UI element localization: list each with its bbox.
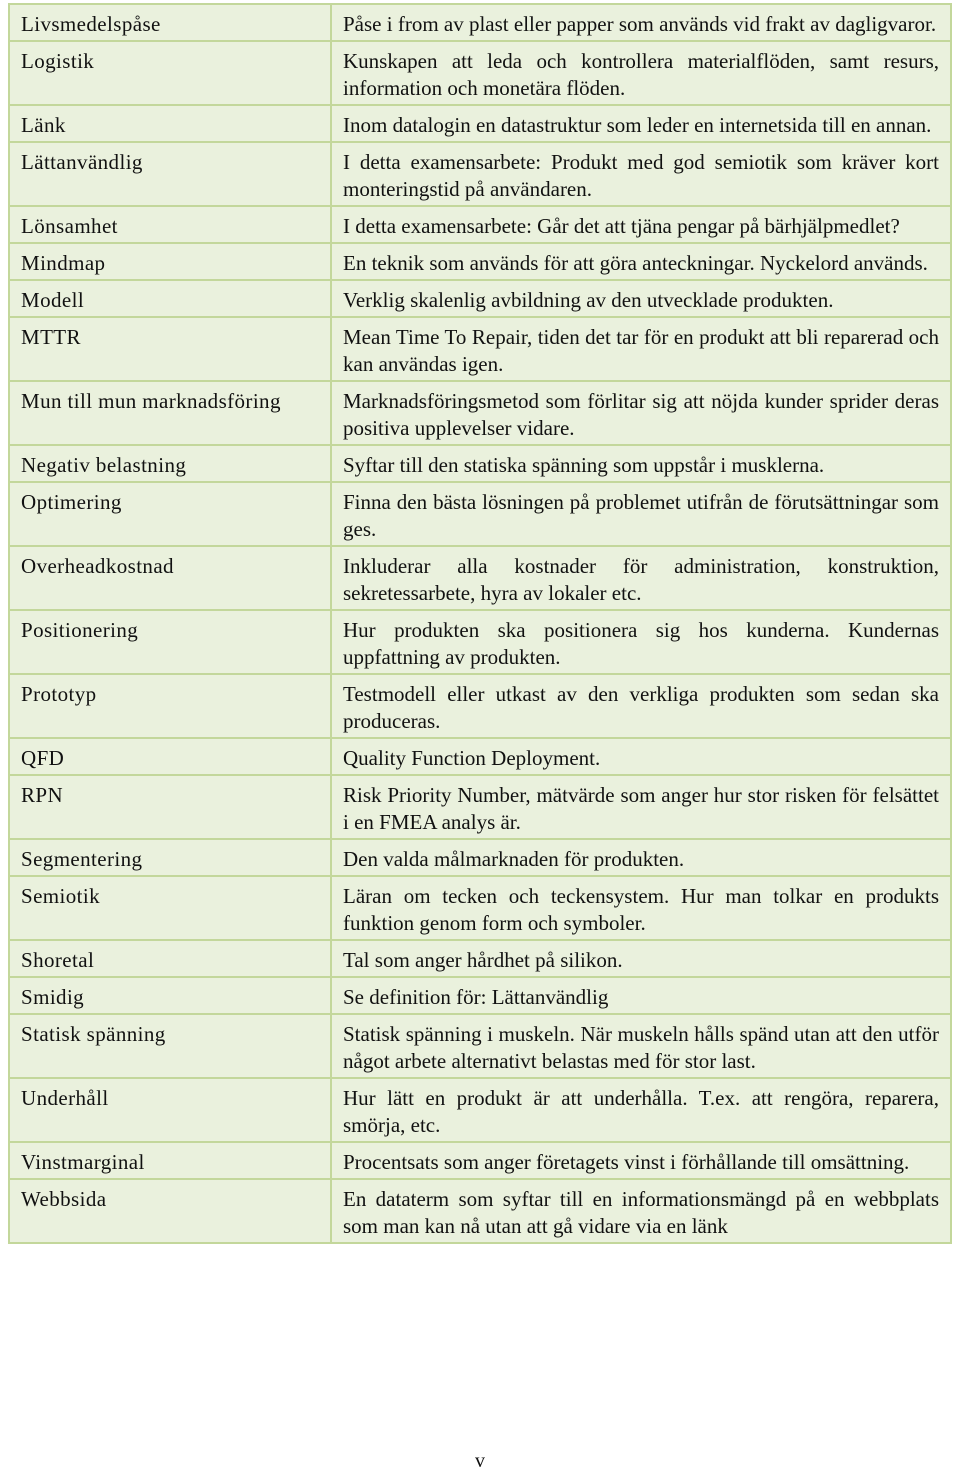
glossary-definition: Procentsats som anger företagets vinst i förhållande till omsättning.: [331, 1142, 951, 1179]
glossary-row: [9, 41, 951, 105]
glossary-definition: Mean Time To Repair, tiden det tar för en produkt att bli reparerad och kan användas igen.: [331, 317, 951, 381]
glossary-definition: Hur produkten ska positionera sig hos kunderna. Kundernas uppfattning av produkten.: [331, 610, 951, 674]
glossary-definition: Den valda målmarknaden för produkten.: [331, 839, 951, 876]
glossary-definition: Se definition för: Lättanvändlig: [331, 977, 951, 1014]
glossary-definition: Marknadsföringsmetod som förlitar sig att nöjda kunder sprider deras positiva upplevelser vidare.: [331, 381, 951, 445]
glossary-definition: Kunskapen att leda och kontrollera materialflöden, samt resurs, information och monetära flöden.: [331, 41, 951, 105]
glossary-row: [9, 1014, 951, 1078]
glossary-definition: Läran om tecken och teckensystem. Hur man tolkar en produkts funktion genom form och symboler.: [331, 876, 951, 940]
glossary-term: Länk: [9, 105, 331, 142]
glossary-term: Lönsamhet: [9, 206, 331, 243]
glossary-term: Segmentering: [9, 839, 331, 876]
glossary-term: Webbsida: [9, 1179, 331, 1243]
glossary-row: [9, 940, 951, 977]
glossary-row: [9, 4, 951, 41]
glossary-row: [9, 1078, 951, 1142]
glossary-term: Lättanvändlig: [9, 142, 331, 206]
glossary-term: Optimering: [9, 482, 331, 546]
glossary-definition: Inom datalogin en datastruktur som leder en internetsida till en annan.: [331, 105, 951, 142]
glossary-row: [9, 738, 951, 775]
glossary-row: [9, 977, 951, 1014]
glossary-row: [9, 876, 951, 940]
glossary-definition: Quality Function Deployment.: [331, 738, 951, 775]
page-number: v: [475, 1450, 485, 1472]
glossary-definition: Risk Priority Number, mätvärde som anger hur stor risken för felsättet i en FMEA analys är.: [331, 775, 951, 839]
glossary-definition: Statisk spänning i muskeln. När muskeln hålls spänd utan att den utför något arbete alternativt belastas med för stor last.: [331, 1014, 951, 1078]
glossary-table: [8, 3, 952, 1244]
glossary-term: Statisk spänning: [9, 1014, 331, 1078]
glossary-term: Mindmap: [9, 243, 331, 280]
glossary-term: Semiotik: [9, 876, 331, 940]
glossary-definition: I detta examensarbete: Produkt med god semiotik som kräver kort monteringstid på användaren.: [331, 142, 951, 206]
glossary-definition: Testmodell eller utkast av den verkliga produkten som sedan ska produceras.: [331, 674, 951, 738]
glossary-row: [9, 1142, 951, 1179]
glossary-row: [9, 142, 951, 206]
glossary-definition: En teknik som används för att göra anteckningar. Nyckelord används.: [331, 243, 951, 280]
glossary-term: Positionering: [9, 610, 331, 674]
glossary-term: Underhåll: [9, 1078, 331, 1142]
glossary-term: QFD: [9, 738, 331, 775]
glossary-definition: Tal som anger hårdhet på silikon.: [331, 940, 951, 977]
glossary-definition: En dataterm som syftar till en informationsmängd på en webbplats som man kan nå utan att gå vidare via en länk: [331, 1179, 951, 1243]
glossary-row: [9, 445, 951, 482]
glossary-term: Negativ belastning: [9, 445, 331, 482]
glossary-row: [9, 775, 951, 839]
glossary-term: Overheadkostnad: [9, 546, 331, 610]
glossary-term: Vinstmarginal: [9, 1142, 331, 1179]
glossary-row: [9, 105, 951, 142]
glossary-definition: Inkluderar alla kostnader för administration, konstruktion, sekretessarbete, hyra av lokaler etc.: [331, 546, 951, 610]
glossary-row: [9, 381, 951, 445]
glossary-term: Modell: [9, 280, 331, 317]
glossary-term: Shoretal: [9, 940, 331, 977]
glossary-definition: I detta examensarbete: Går det att tjäna pengar på bärhjälpmedlet?: [331, 206, 951, 243]
glossary-row: [9, 206, 951, 243]
glossary-term: MTTR: [9, 317, 331, 381]
glossary-definition: Syftar till den statiska spänning som uppstår i musklerna.: [331, 445, 951, 482]
glossary-body: [9, 4, 951, 1243]
glossary-term: Logistik: [9, 41, 331, 105]
glossary-row: [9, 243, 951, 280]
glossary-term: Prototyp: [9, 674, 331, 738]
glossary-definition: Verklig skalenlig avbildning av den utvecklade produkten.: [331, 280, 951, 317]
glossary-row: [9, 317, 951, 381]
glossary-row: [9, 610, 951, 674]
glossary-row: [9, 1179, 951, 1243]
glossary-definition: Finna den bästa lösningen på problemet utifrån de förutsättningar som ges.: [331, 482, 951, 546]
glossary-row: [9, 674, 951, 738]
glossary-term: Smidig: [9, 977, 331, 1014]
glossary-term: Livsmedelspåse: [9, 4, 331, 41]
glossary-definition: Påse i from av plast eller papper som används vid frakt av dagligvaror.: [331, 4, 951, 41]
glossary-row: [9, 546, 951, 610]
glossary-row: [9, 482, 951, 546]
glossary-term: Mun till mun marknadsföring: [9, 381, 331, 445]
glossary-row: [9, 839, 951, 876]
glossary-term: RPN: [9, 775, 331, 839]
glossary-definition: Hur lätt en produkt är att underhålla. T.ex. att rengöra, reparera, smörja, etc.: [331, 1078, 951, 1142]
glossary-row: [9, 280, 951, 317]
